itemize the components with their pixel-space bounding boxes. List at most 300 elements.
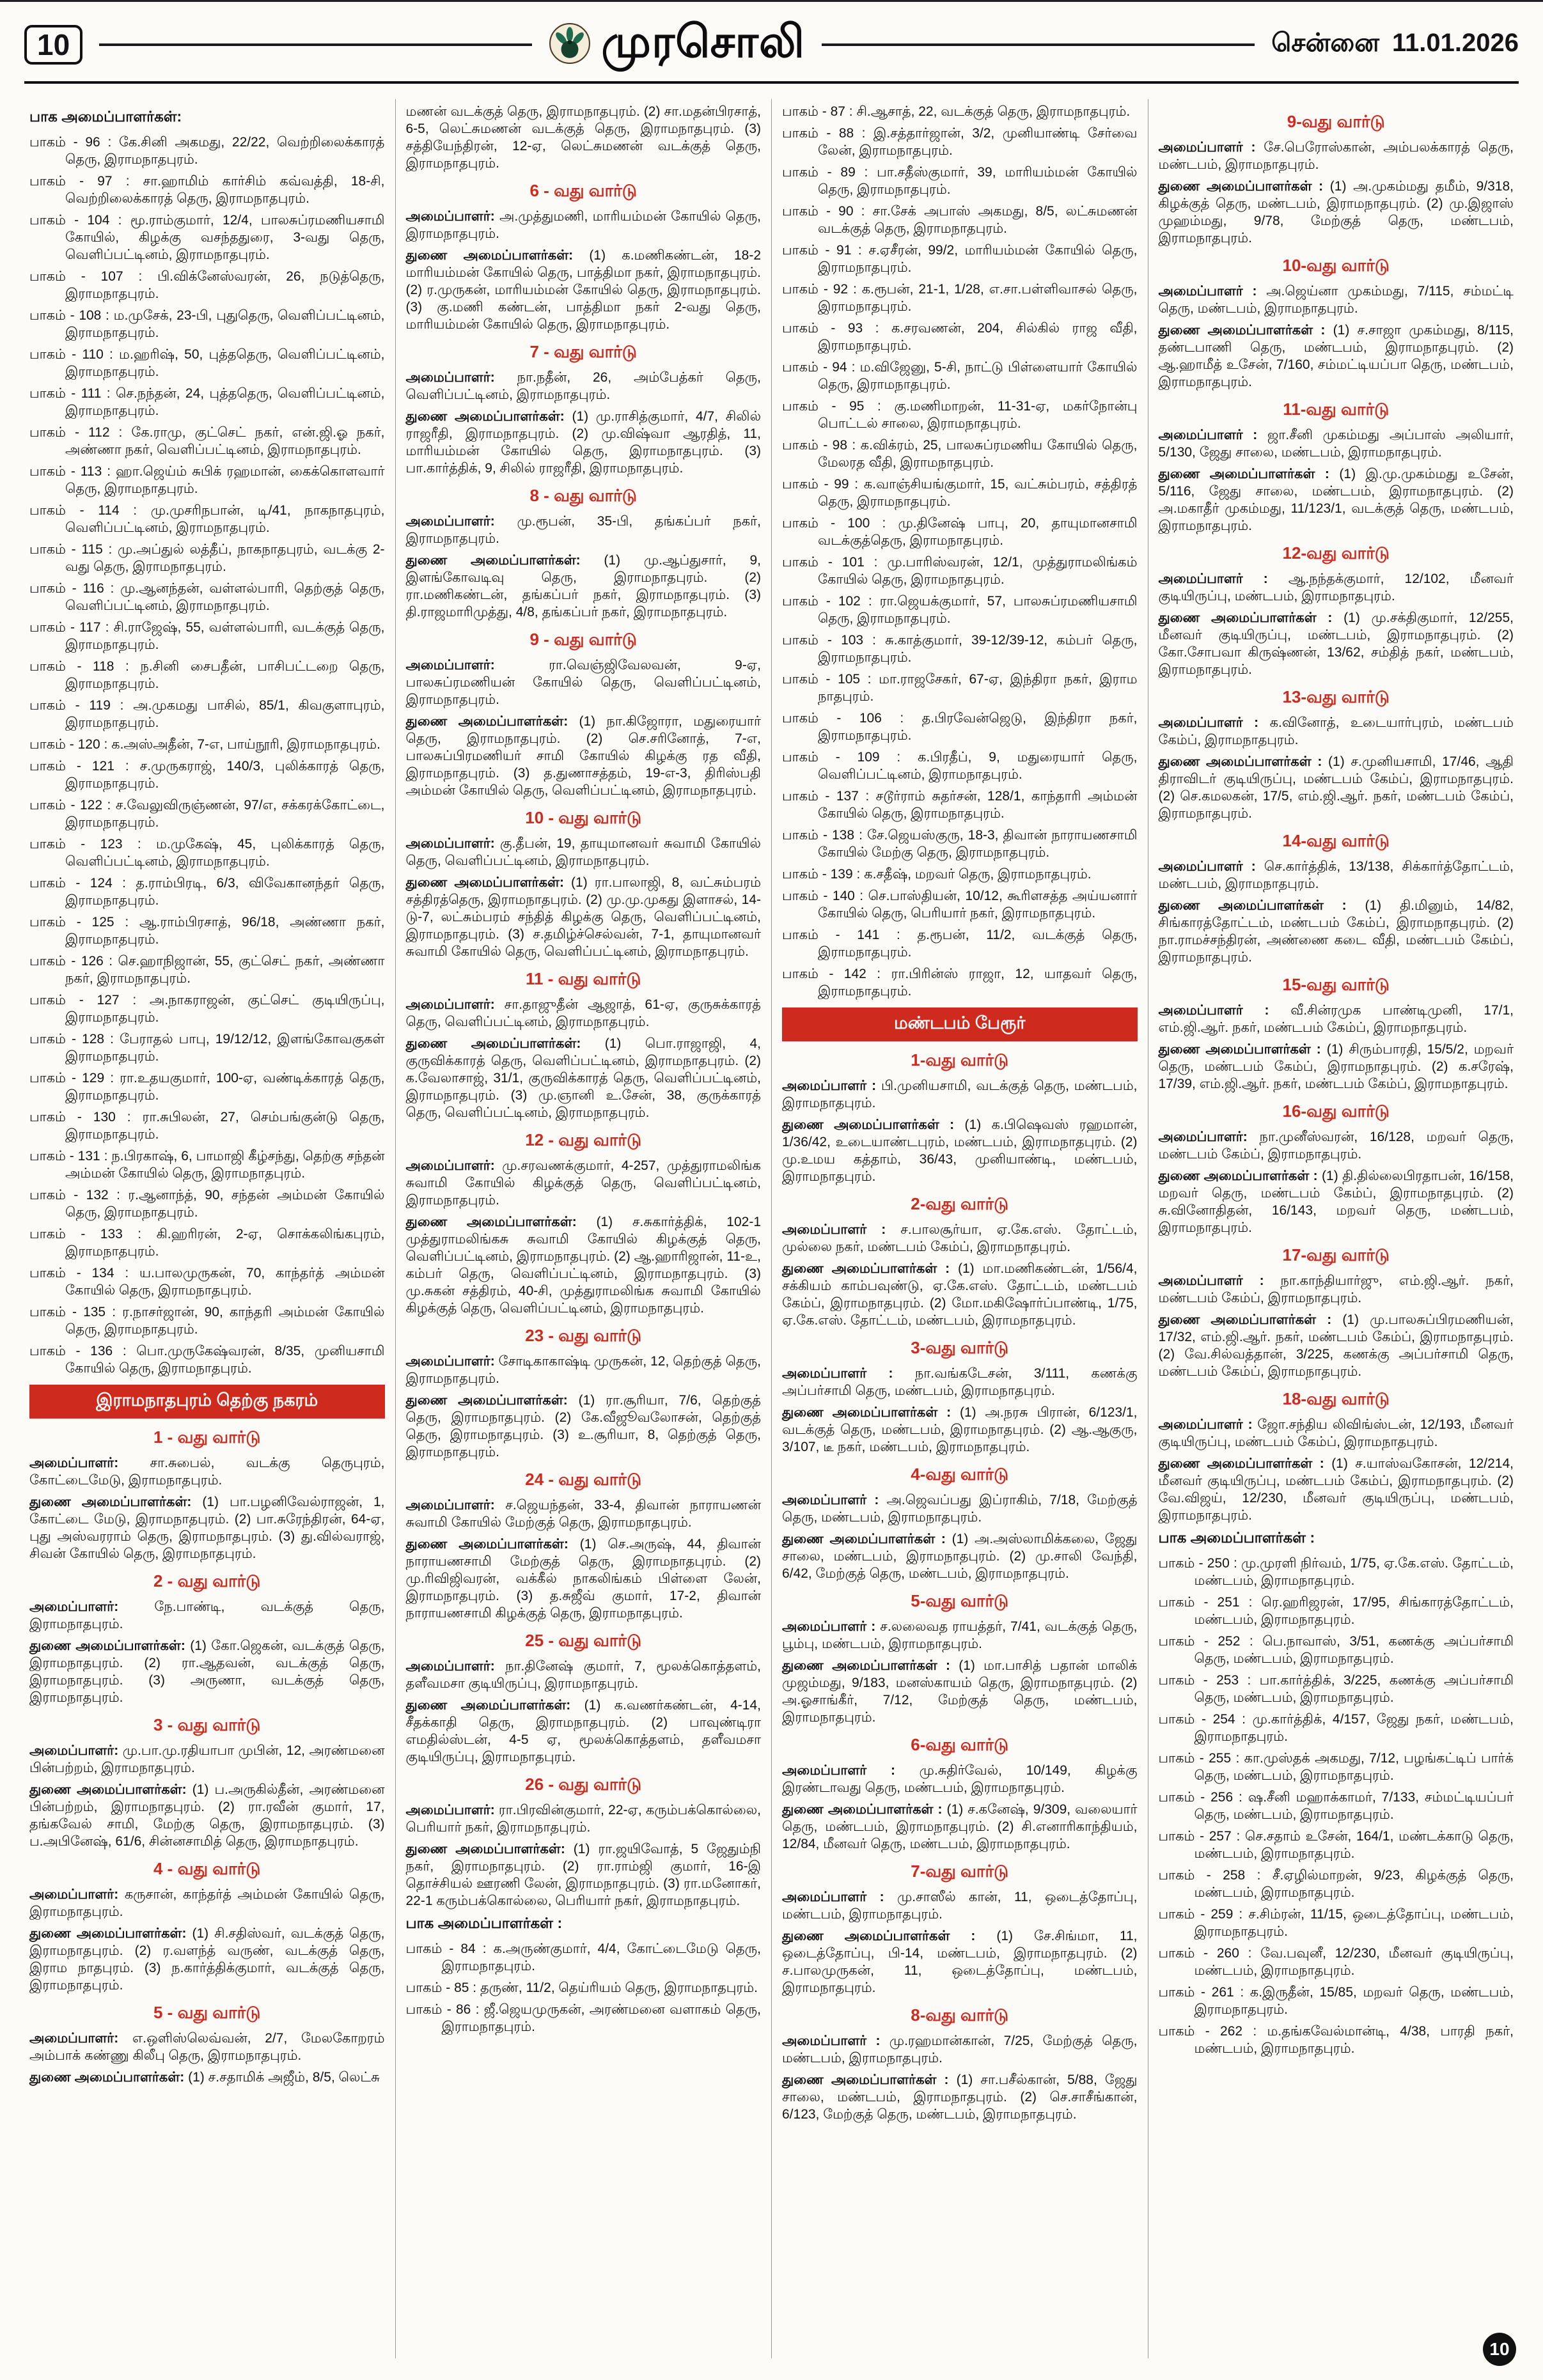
- part-entry-label: பாகம் - 103 :: [782, 633, 886, 648]
- part-entry: பாகம் - 140 : செ.பாஸ்தியன், 10/12, கூரிளசத்த அய்யனார் கோயில் தெரு, பெரியார் நகர், இராமநாதபுரம்.: [782, 889, 1138, 921]
- part-entry: பாகம் - 112 : கே.ராமு, குட்செட் நகர், என்.ஜி.ஓ நகர், அண்ணா நகர், வெளிப்பட்டினம், இராமநாதபுரம்.: [29, 425, 385, 457]
- header-rule-left: [99, 43, 532, 46]
- paragraph-lead: அமைப்பாளர்:: [405, 836, 501, 851]
- part-entry-label: பாகம் - 116 :: [29, 581, 121, 596]
- part-entry-label: பாகம் - 101 :: [782, 555, 888, 570]
- ward-heading: 23 - வது வார்டு: [525, 1326, 642, 1345]
- part-entry-label: பாகம் - 98 :: [782, 438, 861, 453]
- part-entry-label: பாகம் - 123 :: [29, 837, 156, 852]
- paragraph-lead: அமைப்பாளர்:: [405, 1659, 506, 1674]
- part-entry: பாகம் - 96 : கே.சினி அகமது, 22/22, வெற்றிலைக்காரத் தெரு, இராமநாதபுரம்.: [29, 135, 385, 167]
- part-entry: பாகம் - 139 : க.சதீஷ், மறவர் தெரு, இராமநாதபுரம்.: [782, 867, 1092, 882]
- organizer-paragraph: துணை அமைப்பாளர்கள்: (1) கோ.ஜெகன், வடக்குத் தெரு, இராமநாதபுரம். (2) ரா.ஆதவன், வடக்குத் தெரு, இராமநாதபுரம். (3) அருணா, வடக்குத் தெரு, இராமநாதபுரம்.: [29, 1638, 385, 1705]
- part-entry: பாகம் - 104 : மூ.ராம்குமார், 12/4, பாலசுப்ரமணியசாமி கோயில், கிழக்கு வசந்ததுரை, 3-வது தெரு, வெளிப்பட்டினம், இராமநாதபுரம்.: [29, 213, 385, 262]
- organizer-paragraph: துணை அமைப்பாளர்கள்: (1) ரா.சூரியா, 7/6, தெற்குத் தெரு, இராமநாதபுரம். (2) கே.வீஜூவலோசன், தெற்குத் தெரு, இராமநாதபுரம். (3) உ.சூரியா, 8, தெற்குத் தெரு, இராமநாதபுரம்.: [405, 1393, 761, 1459]
- part-entry: பாகம் - 126 : செ.ஹாநிஜான், 55, குட்செட் நகர், அண்ணா நகர், இராமநாதபுரம்.: [29, 954, 385, 986]
- part-entry-label: பாகம் - 113 :: [29, 464, 116, 479]
- paragraph-lead: துணை அமைப்பாளர்கள் :: [782, 1658, 959, 1673]
- paragraph-lead: அமைப்பாளர்:: [29, 1599, 155, 1614]
- organizer-paragraph: அமைப்பாளர் : பி.முனியசாமி, வடக்குத் தெரு, மண்டபம், இராமநாதபுரம்.: [782, 1078, 1138, 1110]
- part-entry-label: பாகம் - 127 :: [29, 993, 150, 1007]
- part-entry: பாகம் - 132 : ர.ஆனாந்த், 90, சந்தன் அம்மன் கோயில் தெரு, இராமநாதபுரம்.: [29, 1188, 385, 1220]
- paragraph-lead: அமைப்பாளர்:: [29, 1456, 150, 1470]
- paragraph-lead: அமைப்பாளர்:: [405, 1354, 499, 1369]
- organizer-paragraph: அமைப்பாளர்: நா.தினேஷ் குமார், 7, மூலக்கொத்தளம், தளீவமசா குடியிருப்பு, இராமநாதபுரம்.: [405, 1659, 761, 1691]
- ward-heading: 6-வது வார்டு: [911, 1735, 1009, 1754]
- organizer-paragraph: அமைப்பாளர் : அ.ஜெவப்பது இப்ராகிம், 7/18, மேற்குத் தெரு, மண்டபம், இராமநாதபுரம்.: [782, 1493, 1138, 1525]
- part-entry: பாகம் - 113 : ஹா.ஜெய்ம் சுபிக் ரஹமான், கைக்கொளவார் தெரு, இராமநாதபுரம்.: [29, 464, 385, 496]
- part-entry: பாகம் - 125 : ஆ.ராம்பிரசாத், 96/18, அண்ணா நகர், இராமநாதபுரம்.: [29, 915, 385, 947]
- part-entry-label: பாகம் - 256 :: [1158, 1790, 1248, 1805]
- part-entry-label: பாகம் - 122 :: [29, 798, 116, 813]
- organizer-paragraph: அமைப்பாளர்: ரா.வெஞ்ஜிவேலவன், 9-ஏ, பாலசுப்ரமணியன் கோயில் தெரு, வெளிப்பட்டினம், இராமநாதபுரம்.: [405, 658, 761, 707]
- footer-page-number: 10: [1483, 2333, 1516, 2366]
- paragraph-lead: துணை அமைப்பாளர்கள் :: [1158, 1042, 1327, 1057]
- part-entry-label: பாகம் - 250 :: [1158, 1556, 1241, 1571]
- part-entry-label: பாகம் - 95 :: [782, 399, 895, 414]
- organizer-paragraph: துணை அமைப்பாளர்கள்: (1) ச.சுகார்த்திக், 102-1 முத்துராமலிங்கசு சுவாமி கோயில் கிழக்குத் தெரு, வெளிப்பட்டினம், இராமநாதபுரம். (2) ஆ.ஹாரிஜான், 11-உ, கம்பர் தெரு, வெளிப்பட்டினம், இராமநாதபுரம். (3) மு.சுகன் சத்திரம், 40-சி, முத்துராமலிங்க சுவாமி கோயில் கிழக்குத் தெரு, வெளிப்பட்டினம், இராமநாதபுரம்.: [405, 1215, 761, 1316]
- organizer-paragraph: அமைப்பாளர்: கு.தீபன், 19, தாயுமானவர் சுவாமி கோயில் தெரு, வெளிப்பட்டினம், இராமநாதபுரம்.: [405, 836, 761, 868]
- ward-heading: 25 - வது வார்டு: [525, 1631, 642, 1650]
- organizer-paragraph: துணை அமைப்பாளர்கள்: (1) ப.அருகில்தீன், அரண்மனை பின்பற்றம், இராமநாதபுரம். (2) ரா.ரவீன் குமார், 17, தங்கவேல் சாமி, மேற்கு தெரு, இராமநாதபுரம். (3) ப.அபினேஷ், 61/6, சின்னசாமித் தெரு, இராமநாதபுரம்.: [29, 1782, 385, 1849]
- part-entry-label: பாகம் - 141 :: [782, 928, 918, 942]
- page-number: 10: [24, 25, 82, 65]
- part-entry: பாகம் - 115 : மு.அப்துல் லத்தீப், நாகநாதபுரம், வடக்கு 2-வது தெரு, இராமநாதபுரம்.: [29, 542, 385, 574]
- organizer-paragraph: துணை அமைப்பாளர்கள் : (1) தி.மினும், 14/82, சிங்காரத்தோட்டம், மண்டபம் கேம்ப், இராமநாதபுரம். (2) நா.ராமச்சந்திரன், அண்ணை கடை வீதி, மண்டபம் கேம்ப், இராமநாதபுரம்.: [1158, 898, 1514, 965]
- part-entry-label: பாகம் - 139 :: [782, 867, 865, 882]
- masthead-title: முரசொலி: [601, 17, 806, 66]
- ward-heading: 8-வது வார்டு: [911, 2005, 1009, 2025]
- page-header: [0, 2, 1543, 79]
- part-entry: பாகம் - 257 : செ.சதாம் உசேன், 164/1, மண்டக்காடு தெரு, மண்டபம், இராமநாதபுரம்.: [1158, 1829, 1514, 1861]
- part-entry: பாகம் - 122 : ச.வேலுவிருஞ்ணன், 97/எ, சக்கரக்கோட்டை, இராமநாதபுரம்.: [29, 798, 385, 830]
- part-entry: பாகம் - 254 : மு.கார்த்திக், 4/157, ஜேது நகர், மண்டபம், இராமநாதபுரம்.: [1158, 1712, 1514, 1744]
- ward-heading: 8 - வது வார்டு: [529, 486, 637, 505]
- organizer-paragraph: துணை அமைப்பாளர்கள் : (1) மு.பாலசுப்பிரமணியன், 17/32, எம்.ஜி.ஆர். நகர், மண்டபம் கேம்ப், இராமநாதபுரம். (2) வே.சில்வத்தான், 3/225, கணக்கு அப்பர்சாமி தெரு, மண்டபம் கேம்ப், இராமநாதபுரம்.: [1158, 1312, 1514, 1379]
- organizer-paragraph: அமைப்பாளர்: மு.ரூபன், 35-பி, தங்கப்பர் நகர், இராமநாதபுரம்.: [405, 514, 761, 546]
- part-entry: பாகம் - 98 : க.விக்ரம், 25, பாலசுப்ரமணிய கோயில் தெரு, மேலரத வீதி, இராமநாதபுரம்.: [782, 438, 1138, 470]
- part-entry: பாகம் - 119 : அ.முகமது பாசில், 85/1, கிவகுளாபுரம், இராமநாதபுரம்.: [29, 698, 385, 730]
- paragraph-lead: துணை அமைப்பாளர்கள் :: [1158, 1169, 1322, 1183]
- part-entry: பாகம் - 99 : க.வாஞ்சியங்குமார், 15, வட்சும்பரம், சத்திரத் தெரு, இராமநாதபுரம்.: [782, 477, 1138, 509]
- paragraph-lead: துணை அமைப்பாளர்கள்:: [405, 1698, 584, 1713]
- section-banner: இராமநாதபுரம் தெற்கு நகரம்: [29, 1385, 385, 1419]
- organizer-paragraph: துணை அமைப்பாளர்கள் : (1) மா.மணிகண்டன், 1/56/4, சக்கியம் காம்பவுண்டு, ஏ.கே.எஸ். தோட்டம், மண்டபம் கேம்ப், இராமநாதபுரம். (2) மோ.மகிஷோர்ப்பாண்டி, 1/75, ஏ.கே.எஸ். தோட்டம், மண்டபம், இராமநாதபுரம்.: [782, 1261, 1138, 1328]
- organizer-paragraph: அமைப்பாளர்: எ.ஒளிஸ்லெவ்வன், 2/7, மேலகோறரம் அம்பாக் கண்ணு கிலீபு தெரு, இராமநாதபுரம்.: [29, 2031, 385, 2063]
- organizer-paragraph: துணை அமைப்பாளர்கள்: (1) செ.அருஷ், 44, திவான் நாராயணசாமி மேற்குத் தெரு, இராமநாதபுரம். (2) மு.ரிவிஜிவரன், வக்கீல் நாகலிங்கம் பிள்ளை லேன், இராமநாதபுரம். (3) த.சுஜீவ் குமார், 17-2, திவான் நாராயணசாமி கிழக்குத் தெரு, இராமநாதபுரம்.: [405, 1537, 761, 1621]
- section-heading: பாக அமைப்பாளர்கள் :: [1158, 1529, 1315, 1546]
- part-entry-label: பாகம் - 107 :: [29, 269, 158, 284]
- part-entry-label: பாகம் - 252 :: [1158, 1634, 1263, 1649]
- part-entry-label: பாகம் - 118 :: [29, 659, 141, 674]
- organizer-paragraph: துணை அமைப்பாளர்கள் : (1) ச.முனியசாமி, 17/46, ஆதி திராவிடர் குடியிருப்பு, மண்டபம் கேம்ப், இராமநாதபுரம். (2) செ.கமலகன், 17/5, எம்.ஜி.ஆர். நகர், மண்டபம் கேம்ப், இராமநாதபுரம்.: [1158, 754, 1514, 821]
- part-entry-label: பாகம் - 105 :: [782, 672, 879, 687]
- paragraph-lead: அமைப்பாளர் :: [782, 1890, 897, 1904]
- section-heading: பாக அமைப்பாளர்கள்:: [29, 108, 182, 125]
- paragraph-lead: துணை அமைப்பாளர்கள்:: [405, 248, 590, 263]
- paragraph-lead: துணை அமைப்பாளர்கள்:: [405, 1036, 605, 1051]
- part-entry: பாகம் - 109 : க.பிரதீப், 9, மதுரையார் தெரு, வெளிப்பட்டினம், இராமநாதபுரம்.: [782, 750, 1138, 782]
- part-entry: பாகம் - 253 : பா.கார்த்திக், 3/225, கணக்கு அப்பர்சாமி தெரு, மண்டபம், இராமநாதபுரம்.: [1158, 1673, 1514, 1705]
- ward-heading: 14-வது வார்டு: [1282, 831, 1390, 850]
- organizer-paragraph: அமைப்பாளர் : சே.பெரோஸ்கான், அம்பலக்காரத் தெரு, மண்டபம், இராமநாதபுரம்.: [1158, 140, 1514, 172]
- part-entry: பாகம் - 90 : சா.சேக் அபாஸ் அகமது, 8/5, லட்சுமணன் வடக்குத் தெரு, இராமநாதபுரம்.: [782, 204, 1138, 236]
- organizer-paragraph: அமைப்பாளர்: கருசான், காந்தர்த் அம்மன் கோயில் தெரு, இராமநாதபுரம்.: [29, 1887, 385, 1919]
- organizer-paragraph: துணை அமைப்பாளர்கள்: (1) மு.ஆப்துசார், 9, இளங்கோவடிவு தெரு, இராமநாதபுரம். (2) ரா.மணிகண்டன், தங்கப்பர் நகர், இராமநாதபுரம். (3) தி.ராஜமாரிமுத்து, 4/8, தங்கப்பர் நகர், இராமநாதபுரம்.: [405, 553, 761, 619]
- column-1: [19, 99, 395, 2358]
- part-entry: பாகம் - 261 : க.இருதீன், 15/85, மறவர் தெரு, மண்டபம், இராமநாதபுரம்.: [1158, 1985, 1514, 2017]
- organizer-paragraph: துணை அமைப்பாளர்கள் : (1) இ.மு.முகம்மது உசேன், 5/116, ஜேது சாலை, மண்டபம், இராமநாதபுரம். (2) அ.மகாதீர் முகம்மது, 11/123/1, வடக்குத் தெரு, மண்டபம், இராமநாதபுரம்.: [1158, 467, 1514, 533]
- organizer-paragraph: அமைப்பாளர்: அ.முத்துமணி, மாரியம்மன் கோயில் தெரு, இராமநாதபுரம்.: [405, 209, 761, 241]
- paragraph-lead: அமைப்பாளர் :: [1158, 1417, 1258, 1432]
- paragraph-lead: அமைப்பாளர்:: [405, 370, 517, 385]
- part-entry-label: பாகம் - 102 :: [782, 594, 880, 609]
- part-entry-label: பாகம் - 100 :: [782, 516, 898, 531]
- ward-heading: 10-வது வார்டு: [1282, 256, 1390, 275]
- part-entry: பாகம் - 88 : இ.சத்தார்ஜான், 3/2, முனியாண்டி சேர்வை லேன், இராமநாதபுரம்.: [782, 126, 1138, 158]
- part-entry: பாகம் - 91 : ச.ஏசீரன், 99/2, மாரியம்மன் கோயில் தெரு, இராமநாதபுரம்.: [782, 243, 1138, 275]
- part-entry-label: பாகம் - 125 :: [29, 915, 139, 929]
- part-entry: பாகம் - 128 : பேராதல் பாபு, 19/12/12, இளங்கோவகுகள் இராமநாதபுரம்.: [29, 1032, 385, 1064]
- paragraph-lead: துணை அமைப்பாளர்கள் :: [782, 1405, 960, 1420]
- part-entry: பாகம் - 123 : ம.முகேஷ், 45, புலிக்காரத் தெரு, வெளிப்பட்டினம், இராமநாதபுரம்.: [29, 837, 385, 869]
- ward-heading: 3 - வது வார்டு: [153, 1715, 261, 1734]
- paragraph-lead: துணை அமைப்பாளர்கள் :: [1158, 611, 1344, 625]
- paragraph-lead: துணை அமைப்பாளர்கள்:: [405, 1215, 597, 1229]
- part-entry-label: பாகம் - 121 :: [29, 759, 140, 774]
- part-entry: பாகம் - 106 : த.பிரவேன்ஜெடு, இந்திரா நகர், இராமநாதபுரம்.: [782, 711, 1138, 743]
- organizer-paragraph: அமைப்பாளர் : வீ.சின்ரமுக பாண்டிமுனி, 17/1, எம்.ஜி.ஆர். நகர், மண்டபம் கேம்ப், இராமநாதபுரம்.: [1158, 1003, 1514, 1035]
- continuation-paragraph: மணன் வடக்குத் தெரு, இராமநாதபுரம். (2) சா.மதன்பிரசாத், 6-5, லெட்சுமணன் வடக்குத் தெரு, இராமநாதபுரம். (3) சத்தியேந்திரன், 12-ஏ, லெட்சுமணன் வடக்குத் தெரு, இராமநாதபுரம்.: [405, 104, 761, 171]
- part-entry-label: பாகம் - 254 :: [1158, 1712, 1253, 1727]
- part-entry: பாகம் - 87 : சி.ஆசாத், 22, வடக்குத் தெரு, இராமநாதபுரம்.: [782, 104, 1131, 119]
- part-entry-label: பாகம் - 109 :: [782, 750, 918, 765]
- ward-heading: 9 - வது வார்டு: [529, 630, 637, 649]
- part-entry-label: பாகம் - 126 :: [29, 954, 118, 968]
- organizer-paragraph: அமைப்பாளர்: சா.தாஜுதீன் ஆஜாத், 61-ஏ, குருசுக்காரத் தெரு, வெளிப்பட்டினம், இராமநாதபுரம்.: [405, 997, 761, 1029]
- part-entry: பாகம் - 111 : செ.நந்தன், 24, புத்ததெரு, வெளிப்பட்டினம், இராமநாதபுரம்.: [29, 386, 385, 418]
- part-entry-label: பாகம் - 138 :: [782, 828, 867, 843]
- part-entry: பாகம் - 135 : ர.நாசர்ஜான், 90, காந்தரி அம்மன் கோயில் தெரு, இராமநாதபுரம்.: [29, 1305, 385, 1337]
- part-entry-label: பாகம் - 260 :: [1158, 1946, 1261, 1961]
- section-heading: பாக அமைப்பாளர்கள் :: [405, 1915, 563, 1931]
- organizer-paragraph: துணை அமைப்பாளர்கள்: (1) பா.பழனிவேல்ராஜன், 1, கோட்டை மேடு, இராமநாதபுரம். (2) பா.சுரேந்திரன், 64-ஏ, புது அஸ்வரராம் தெரு, இராமநாதபுரம். (3) து.வில்வராஜ், சிவன் கோயில் தெரு, இராமநாதபுரம்.: [29, 1495, 385, 1561]
- edition-date: [1271, 29, 1519, 61]
- section-banner: மண்டபம் பேரூர்: [782, 1007, 1138, 1041]
- paragraph-lead: அமைப்பாளர் :: [1158, 715, 1270, 730]
- part-entry-label: பாகம் - 106 :: [782, 711, 922, 726]
- paragraph-lead: துணை அமைப்பாளர்கள் :: [1158, 323, 1333, 338]
- paragraph-lead: அமைப்பாளர் :: [1158, 1003, 1291, 1018]
- organizer-paragraph: அமைப்பாளர்: சோடிகாகாஷ்டி முருகன், 12, தெற்குத் தெரு, இராமநாதபுரம்.: [405, 1354, 761, 1386]
- part-entry: பாகம் - 134 : ய.பாலமுருகன், 70, காந்தர்த் அம்மன் கோயில் தெரு, இராமநாதபுரம்.: [29, 1266, 385, 1298]
- part-entry-label: பாகம் - 136 :: [29, 1344, 137, 1358]
- organizer-paragraph: அமைப்பாளர் : ச.லலைவத ராயத்தர், 7/41, வடக்குத் தெரு, பூம்பு, மண்டபம், இராமநாதபுரம்.: [782, 1619, 1138, 1651]
- part-entry: பாகம் - 255 : கா.முஸ்தக் அகமது, 7/12, பழங்கட்டிப் பார்க் தெரு, மண்டபம், இராமநாதபுரம்.: [1158, 1751, 1514, 1783]
- organizer-paragraph: அமைப்பாளர்: சா.சுபைல், வடக்கு தெருபுரம், கோட்டைமேடு, இராமநாதபுரம்.: [29, 1456, 385, 1488]
- paragraph-lead: துணை அமைப்பாளர்கள் :: [782, 1261, 958, 1276]
- part-entry: பாகம் - 127 : அ.நாகராஜன், குட்செட் குடியிருப்பு, இராமநாதபுரம்.: [29, 993, 385, 1025]
- organizer-paragraph: துணை அமைப்பாளர்கள்: (1) மு.ராசித்குமார், 4/7, சிலில் ராஜரீதி, இராமநாதபுரம். (2) மு.விஷ்வா ஆரதித், 11, மாரியம்மன் கோயில் தெரு, இராமநாதபுரம். (3) பா.கார்த்திக், 9, சிலில் ராஜரீதி, இராமநாதபுரம்.: [405, 409, 761, 476]
- organizer-paragraph: துணை அமைப்பாளர்கள் : (1) மா.பாசித் பதான் மாலிக் முஜம்மது, 9/183, மனஸ்காயம் தெரு, இராமநாதபுரம். (2) அ.ஓசாங்கீர், 7/12, மேற்குத் தெரு, மண்டபம், இராமநாதபுரம்.: [782, 1658, 1138, 1725]
- part-entry-label: பாகம் - 104 :: [29, 213, 130, 228]
- ward-heading: 2 - வது வார்டு: [153, 1571, 261, 1591]
- organizer-paragraph: அமைப்பாளர் : மு.ரஹமான்கான், 7/25, மேற்குத் தெரு, மண்டபம், இராமநாதபுரம்.: [782, 2034, 1138, 2065]
- organizer-paragraph: அமைப்பாளர்: நே.பாண்டி, வடக்குத் தெரு, இராமநாதபுரம்.: [29, 1599, 385, 1631]
- part-entry-label: பாகம் - 129 :: [29, 1071, 120, 1085]
- part-entry: பாகம் - 250 : மு.முரளி நிர்வம், 1/75, ஏ.கே.எஸ். தோட்டம், மண்டபம், இராமநாதபுரம்.: [1158, 1556, 1514, 1588]
- part-entry-label: பாகம் - 99 :: [782, 477, 864, 492]
- organizer-paragraph: அமைப்பாளர் : மு.சுதிர்வேல், 10/149, கிழக்கு இரண்டாவது தெரு, மண்டபம், இராமநாதபுரம்.: [782, 1763, 1138, 1795]
- ward-heading: 17-வது வார்டு: [1282, 1245, 1390, 1264]
- part-entry-label: பாகம் - 258 :: [1158, 1868, 1273, 1883]
- organizer-paragraph: அமைப்பாளர்: மு.சரவணக்குமார், 4-257, முத்துராமலிங்க சுவாமி கோயில் கிழக்குத் தெரு, வெளிப்பட்டினம், இராமநாதபுரம்.: [405, 1158, 761, 1208]
- part-entry-label: பாகம் - 257 :: [1158, 1829, 1245, 1844]
- part-entry-label: பாகம் - 140 :: [782, 889, 868, 903]
- part-entry-label: பாகம் - 262 :: [1158, 2024, 1267, 2039]
- organizer-paragraph: அமைப்பாளர் : க.வினோத், உடையார்புரம், மண்டபம் கேம்ப், இராமநாதபுரம்.: [1158, 715, 1514, 747]
- column-4: [1148, 99, 1524, 2358]
- paragraph-lead: துணை அமைப்பாளர்கள் :: [1158, 1456, 1332, 1471]
- ward-heading: 15-வது வார்டு: [1282, 975, 1390, 994]
- ward-heading: 7 - வது வார்டு: [529, 342, 637, 361]
- part-entry-label: பாகம் - 97 :: [29, 174, 143, 189]
- organizer-paragraph: துணை அமைப்பாளர்கள் : (1) அ.அஸ்லாமிக்கலை, ஜேது சாலை, மண்டபம், இராமநாதபுரம். (2) மு.சாலி வேந்தி, 6/42, மேற்குத் தெரு, மண்டபம், இராமநாதபுரம்.: [782, 1532, 1138, 1581]
- organizer-paragraph: துணை அமைப்பாளர்கள் : (1) அ.முகம்மது தமீம், 9/318, கிழக்குத் தெரு, மண்டபம், இராமநாதபுரம். (2) மு.இஜாஸ் முஹம்மது, 9/78, மேற்குத் தெரு, மண்டபம், இராமநாதபுரம்.: [1158, 179, 1514, 245]
- part-entry: பாகம் - 251 : ரெ.ஹரிஜரன், 17/95, சிங்காரத்தோட்டம், மண்டபம், இராமநாதபுரம்.: [1158, 1595, 1514, 1627]
- paragraph-lead: அமைப்பாளர் :: [1158, 859, 1264, 874]
- part-entry: பாகம் - 129 : ரா.உதயகுமார், 100-ஏ, வண்டிக்காரத் தெரு, இராமநாதபுரம்.: [29, 1071, 385, 1103]
- part-entry: பாகம் - 102 : ரா.ஜெயக்குமார், 57, பாலசுப்ரமணியசாமி தெரு, இராமநாதபுரம்.: [782, 594, 1138, 626]
- part-entry: பாகம் - 130 : ரா.சுபிலன், 27, செம்பங்குன்டு தெரு, இராமநாதபுரம்.: [29, 1110, 385, 1142]
- part-entry-label: பாகம் - 114 :: [29, 503, 151, 518]
- organizer-paragraph: அமைப்பாளர்: நா.முனீஸ்வரன், 16/128, மறவர் தெரு, மண்டபம் கேம்ப், இராமநாதபுரம்.: [1158, 1130, 1514, 1162]
- part-entry: பாகம் - 116 : மு.ஆனந்தன், வள்ளல்பாரி, தெற்குத் தெரு, வெளிப்பட்டினம், இராமநாதபுரம்.: [29, 581, 385, 613]
- organizer-paragraph: அமைப்பாளர்: மு.பா.மு.ரதியாபா முபின், 12, அரண்மனை பின்பற்றம், இராமநாதபுரம்.: [29, 1743, 385, 1775]
- part-entry: பாகம் - 256 : ஷ.சீனி மஹாக்காமர், 7/133, சம்மட்டியப்பர் தெரு, மண்டபம், இராமநாதபுரம்.: [1158, 1790, 1514, 1822]
- part-entry-label: பாகம் - 137 :: [782, 789, 876, 804]
- part-entry: பாகம் - 92 : க.ரூபன், 21-1, 1/28, எ.சா.பள்ளிவாசல் தெரு, இராமநாதபுரம்.: [782, 282, 1138, 314]
- part-entry: பாகம் - 94 : ம.விஜேனு, 5-சி, நாட்டு பிள்ளையார் கோயில் தெரு, இராமநாதபுரம்.: [782, 360, 1138, 392]
- ward-heading: 10 - வது வார்டு: [525, 808, 642, 827]
- ward-heading: 2-வது வார்டு: [911, 1194, 1009, 1213]
- organizer-paragraph: துணை அமைப்பாளர்கள் : (1) க.பிஷெவஸ் ரஹமான், 1/36/42, உடையாண்டபுரம், மண்டபம், இராமநாதபுரம். (2) மு.உமய கத்தாம், 36/43, முனியாண்டி, மண்டபம், இராமநாதபுரம்.: [782, 1117, 1138, 1184]
- part-entry: பாகம் - 97 : சா.ஹாமிம் கார்சிம் கவ்வத்தி, 18-சி, வெற்றிலைக்காரத் தெரு, இராமநாதபுரம்.: [29, 174, 385, 206]
- part-entry: பாகம் - 89 : பா.சதீஸ்குமார், 39, மாரியம்மன் கோயில் தெரு, இராமநாதபுரம்.: [782, 165, 1138, 197]
- paragraph-lead: அமைப்பாளர்:: [405, 209, 500, 224]
- part-entry-label: பாகம் - 93 :: [782, 321, 891, 336]
- part-entry-label: பாகம் - 96 :: [29, 135, 119, 150]
- part-entry: பாகம் - 259 : ச.சிம்ரன், 11/15, ஒடைத்தோப்பு, மண்டபம், இராமநாதபுரம்.: [1158, 1907, 1514, 1939]
- ward-heading: 12-வது வார்டு: [1282, 543, 1390, 563]
- part-entry-label: பாகம் - 87 :: [782, 104, 857, 119]
- ward-heading: 5 - வது வார்டு: [153, 2003, 261, 2022]
- peacock-icon: [549, 22, 591, 68]
- paragraph-lead: துணை அமைப்பாளர்கள்:: [29, 1638, 191, 1653]
- ward-heading: 18-வது வார்டு: [1282, 1389, 1390, 1408]
- column-2: [395, 99, 772, 2358]
- part-entry: பாகம் - 141 : த.ரூபன், 11/2, வடக்குத் தெரு, இராமநாதபுரம்.: [782, 928, 1138, 960]
- part-entry-label: பாகம் - 119 :: [29, 698, 134, 713]
- organizer-paragraph: துணை அமைப்பாளர்கள்: (1) ரா.ஜயிவோத், 5 ஜேதும்நி நகர், இராமநாதபுரம். (2) ரா.ராம்ஜி குமார், 16-இ தொச்சியல் ஊரணி லேன், இராமநாதபுரம். (3) ரா.மனோகர், 22-1 கரும்பக்கொல்லை, பெரியார் நகர், இராமநாதபுரம்.: [405, 1842, 761, 1908]
- part-entry-label: பாகம் - 128 :: [29, 1032, 120, 1046]
- part-entry: பாகம் - 86 : ஜீ.ஜெயமுருகன், அரண்மனை வளாகம் தெரு, இராமநாதபுரம்.: [405, 2002, 761, 2034]
- publication-date: 11.01.2026: [1392, 29, 1519, 57]
- ward-heading: 11-வது வார்டு: [1283, 400, 1390, 419]
- organizer-paragraph: அமைப்பாளர்: நா.நதீன், 26, அம்பேத்கர் தெரு, வெளிப்பட்டினம், இராமநாதபுரம்.: [405, 370, 761, 402]
- part-entry: பாகம் - 262 : ம.தங்கவேல்மான்டி, 4/38, பாரதி நகர், மண்டபம், இராமநாதபுரம்.: [1158, 2024, 1514, 2056]
- paragraph-lead: துணை அமைப்பாளர்கள்:: [405, 553, 604, 568]
- part-entry: பாகம் - 131 : ந.பிரகாஷ், 6, பாமாஜி கீழ்சந்து, தெற்கு சந்தன் அம்மன் கோயில் தெரு, இராமநாதபுரம்.: [29, 1149, 385, 1181]
- paragraph-lead: துணை அமைப்பாளர்கள்:: [29, 1782, 192, 1797]
- paragraph-lead: துணை அமைப்பாளர்கள் :: [782, 1532, 952, 1546]
- paragraph-lead: அமைப்பாளர்:: [405, 1498, 506, 1513]
- part-entry: பாகம் - 142 : ரா.பிரின்ஸ் ராஜா, 12, யாதவர் தெரு, இராமநாதபுரம்.: [782, 967, 1138, 999]
- columns: [19, 99, 1524, 2358]
- paragraph-lead: துணை அமைப்பாளர்கள் :: [782, 1929, 997, 1943]
- paragraph-lead: துணை அமைப்பாளர்கள்:: [29, 1495, 203, 1509]
- paragraph-lead: அமைப்பாளர்:: [29, 1887, 125, 1902]
- part-entry: பாகம் - 108 : ம.முசேக், 23-பி, புதுதெரு, வெளிப்பட்டினம், இராமநாதபுரம்.: [29, 308, 385, 340]
- part-entry: பாகம் - 84 : க.அருண்குமார், 4/4, கோட்டைமேடு தெரு, இராமநாதபுரம்.: [405, 1941, 761, 1973]
- organizer-paragraph: அமைப்பாளர் : ஜோ.சந்திய லிவிங்ஸ்டன், 12/193, மீனவர் குடியிருப்பு, மண்டபம் கேம்ப், இராமநாதபுரம்.: [1158, 1417, 1514, 1449]
- paragraph-lead: அமைப்பாளர்:: [405, 997, 505, 1012]
- organizer-paragraph: துணை அமைப்பாளர்கள்: (1) க.வணர்கண்டன், 4-14, சீதக்காதி தெரு, இராமநாதபுரம். (2) பாவுண்டிரா எமதில்ஸ்டன், 4-5 ஏ, மூலக்கொத்தளம், தளீவமசா குடியிருப்பு, இராமநாதபுரம்.: [405, 1698, 761, 1764]
- organizer-paragraph: துணை அமைப்பாளர்கள் : (1) அ.நரசு பிரான், 6/123/1, வடக்குத் தெரு, மண்டபம், இராமநாதபுரம். (2) ஆ.ஆகுரு, 3/107, டீ நகர், மண்டபம், இராமநாதபுரம்.: [782, 1405, 1138, 1454]
- organizer-paragraph: அமைப்பாளர்: ரா.பிரவின்குமார், 22-ஏ, கரும்பக்கொல்லை, பெரியார் நகர், இராமநாதபுரம்.: [405, 1803, 761, 1835]
- masthead: [549, 16, 805, 74]
- paragraph-lead: அமைப்பாளர் :: [782, 1619, 881, 1634]
- organizer-paragraph: அமைப்பாளர் : மு.சாஸீல் கான், 11, ஒடைத்தோப்பு, மண்டபம், இராமநாதபுரம்.: [782, 1890, 1138, 1922]
- ward-heading: 26 - வது வார்டு: [525, 1775, 642, 1794]
- part-entry: பாகம் - 93 : க.சரவணன், 204, சில்கில் ராஜ வீதி, இராமநாதபுரம்.: [782, 321, 1138, 353]
- paragraph-lead: துணை அமைப்பாளர்கள் :: [782, 1117, 965, 1132]
- organizer-paragraph: துணை அமைப்பாளர்கள் : (1) ச.யாஸ்வகோசன், 12/214, மீனவர் குடியிருப்பு, மண்டபம் கேம்ப், இராமநாதபுரம். (2) வே.விஜய், 12/230, மீனவர் குடியிருப்பு, மண்டபம், இராமநாதபுரம்.: [1158, 1456, 1514, 1523]
- part-entry-label: பாகம் - 135 :: [29, 1305, 123, 1319]
- paragraph-lead: துணை அமைப்பாளர்கள்:: [405, 714, 579, 729]
- part-entry: பாகம் - 117 : சி.ராஜேஷ், 55, வள்ளல்பாரி, வடக்குத் தெரு, இராமநாதபுரம்.: [29, 620, 385, 652]
- part-entry-label: பாகம் - 251 :: [1158, 1595, 1262, 1610]
- part-entry: பாகம் - 105 : மா.ராஜசேகர், 67-ஏ, இந்திரா நகர், இராம நாதபுரம்.: [782, 672, 1138, 704]
- organizer-paragraph: அமைப்பாளர் : நா.காந்தியார்ஜு, எம்.ஜி.ஆர். நகர், மண்டபம் கேம்ப், இராமநாதபுரம்.: [1158, 1273, 1514, 1305]
- organizer-paragraph: துணை அமைப்பாளர்கள்: (1) ரா.பாலாஜி, 8, வட்சும்பரம் சத்திரத்தெரு, இராமநாதபுரம். (2) மு.மு.முகது இளாசல், 14-டு-7, லட்சும்பரம் சந்தித் கிழக்கு தெரு, வெளிப்பட்டினம், இராமநாதபுரம். (3) ச.தமிழ்ச்செல்வன், 7-1, தாயுமானவர் சுவாமி கோயில் தெரு, வெளிப்பட்டினம், இராமநாதபுரம்.: [405, 875, 761, 959]
- organizer-paragraph: துணை அமைப்பாளர்கள் : (1) ச.கனேஷ், 9/309, வலையார் தெரு, மண்டபம், இராமநாதபுரம். (2) சி.எனாரிகாந்தியம், 12/84, மீனவர் தெரு, மண்டபம், இராமநாதபுரம்.: [782, 1802, 1138, 1851]
- ward-heading: 1 - வது வார்டு: [153, 1427, 261, 1447]
- part-entry: பாகம் - 120 : க.அஸ்அதீன், 7-எ, பாய்நூரி, இராமநாதபுரம்.: [29, 737, 380, 752]
- part-entry-label: பாகம் - 117 :: [29, 620, 114, 635]
- part-entry: பாகம் - 95 : கு.மணிமாறன், 11-31-ஏ, மகர்நோன்பு பொட்டல் சாலை, இராமநாதபுரம்.: [782, 399, 1138, 431]
- part-entry: பாகம் - 114 : மு.முசரிநபான், டி/41, நாகநாதபுரம், வெளிப்பட்டினம், இராமநாதபுரம்.: [29, 503, 385, 535]
- part-entry: பாகம் - 101 : மு.பாரிஸ்வரன், 12/1, முத்துராமலிங்கம் கோயில் தெரு, இராமநாதபுரம்.: [782, 555, 1138, 587]
- part-entry-label: பாகம் - 108 :: [29, 308, 114, 323]
- paragraph-lead: துணை அமைப்பாளர்கள்:: [29, 2070, 189, 2085]
- paragraph-lead: துணை அமைப்பாளர்கள் :: [1158, 467, 1340, 481]
- organizer-paragraph: துணை அமைப்பாளர்கள்: (1) பொ.ராஜாஜி, 4, குருவிக்காரத் தெரு, வெளிப்பட்டினம், இராமநாதபுரம். (2) க.வேலாசாஜ், 31/1, குருவிக்காரத் தெரு, வெளிப்பட்டினம், இராமநாதபுரம். (3) மு.ஞானி உ.சேன், 38, குருக்காரத் தெரு, வெளிப்பட்டினம், இராமநாதபுரம்.: [405, 1036, 761, 1120]
- paragraph-lead: துணை அமைப்பாளர்கள் :: [1158, 754, 1329, 769]
- ward-heading: 7-வது வார்டு: [911, 1862, 1009, 1881]
- part-entry-label: பாகம் - 134 :: [29, 1266, 139, 1280]
- column-3: [771, 99, 1148, 2358]
- paragraph-lead: அமைப்பாளர் :: [782, 1078, 881, 1093]
- part-entry-label: பாகம் - 131 :: [29, 1149, 112, 1163]
- paragraph-lead: துணை அமைப்பாளர்கள் :: [1158, 898, 1365, 913]
- paragraph-lead: அமைப்பாளர் :: [1158, 572, 1288, 586]
- organizer-paragraph: துணை அமைப்பாளர்கள் : (1) ச.சாஜா முகம்மது, 8/115, தண்டபாணி தெரு, மண்டபம், இராமநாதபுரம். (2) ஆ.ஹாமீத் உசேன், 7/160, சம்மட்டியப்பா தெரு, மண்டபம், இராமநாதபுரம்.: [1158, 323, 1514, 389]
- part-entry: பாகம் - 121 : ச.முருகராஜ், 140/3, புலிக்காரத் தெரு, இராமநாதபுரம்.: [29, 759, 385, 791]
- part-entry-label: பாகம் - 92 :: [782, 282, 862, 297]
- part-entry: பாகம் - 136 : பொ.முருகேஷ்வரன், 8/35, முனியசாமி கோயில் தெரு, இராமநாதபுரம்.: [29, 1344, 385, 1376]
- paragraph-lead: அமைப்பாளர் :: [782, 1222, 901, 1237]
- paragraph-lead: துணை அமைப்பாளர்கள்:: [405, 875, 572, 890]
- paragraph-lead: துணை அமைப்பாளர்கள் :: [782, 1802, 947, 1817]
- part-entry: பாகம் - 110 : ம.ஹரிஷ், 50, புத்ததெரு, வெளிப்பட்டினம், இராமநாதபுரம்.: [29, 347, 385, 379]
- part-entry-label: பாகம் - 120 :: [29, 737, 112, 752]
- ward-heading: 5-வது வார்டு: [911, 1591, 1009, 1610]
- part-entry-label: பாகம் - 111 :: [29, 386, 116, 401]
- part-entry: பாகம் - 252 : பெ.நாவாஸ், 3/51, கணக்கு அப்பர்சாமி தெரு, மண்டபம், இராமநாதபுரம்.: [1158, 1634, 1514, 1666]
- part-entry-label: பாகம் - 261 :: [1158, 1985, 1250, 2000]
- paragraph-lead: அமைப்பாளர்:: [29, 1743, 123, 1758]
- ward-heading: 4 - வது வார்டு: [153, 1859, 261, 1878]
- organizer-paragraph: அமைப்பாளர்: ச.ஜெயந்தன், 33-4, திவான் நாராயணன் சுவாமி கோயில் மேற்குத் தெரு, இராமநாதபுரம்.: [405, 1498, 762, 1530]
- paragraph-lead: அமைப்பாளர் :: [782, 1763, 920, 1778]
- part-entry-label: பாகம் - 86 :: [405, 2002, 484, 2017]
- organizer-paragraph: துணை அமைப்பாளர்கள்: (1) நா.கிஜோரா, மதுரையார் தெரு, இராமநாதபுரம். (2) செ.சரினோத், 7-எ, பாலசுப்பிரமணியர் சாமி கோயில் கிழக்கு ரத வீதி, இராமநாதபுரம். (3) த.துணாசத்தம், 19-எ-3, திரிஸ்பதி அம்மன் கோயில் தெரு, வெளிப்பட்டினம், இராமநாதபுரம்.: [405, 714, 762, 798]
- organizer-paragraph: துணை அமைப்பாளர்கள்: (1) சி.சதிஸ்வர், வடக்குத் தெரு, இராமநாதபுரம். (2) ர.வளந்த் வருண், வடக்குத் தெரு, இராம நாதபுரம். (3) ந.கார்த்திக்குமார், வடக்குத் தெரு, இராமநாதபுரம்.: [29, 1926, 385, 1993]
- organizer-paragraph: அமைப்பாளர் : ஆ.நந்தக்குமார், 12/102, மீனவர் குடியிருப்பு, மண்டபம், இராமநாதபுரம்.: [1158, 572, 1514, 603]
- ward-heading: 3-வது வார்டு: [911, 1338, 1009, 1357]
- paragraph-lead: அமைப்பாளர் :: [1158, 1273, 1281, 1288]
- part-entry-label: பாகம் - 253 :: [1158, 1673, 1260, 1688]
- paragraph-lead: துணை அமைப்பாளர்கள் :: [782, 2073, 957, 2087]
- paragraph-lead: அமைப்பாளர் :: [1158, 140, 1264, 155]
- paragraph-lead: அமைப்பாளர் :: [1158, 284, 1267, 299]
- paragraph-lead: அமைப்பாளர் :: [782, 1493, 887, 1507]
- organizer-paragraph: அமைப்பாளர் : நா.வங்கடேசன், 3/111, கணக்கு அப்பர்சாமி தெரு, மண்டபம், இராமநாதபுரம்.: [782, 1366, 1138, 1398]
- ward-heading: 24 - வது வார்டு: [525, 1470, 642, 1489]
- part-entry-label: பாகம் - 115 :: [29, 542, 118, 557]
- paragraph-lead: துணை அமைப்பாளர்கள்:: [405, 1537, 580, 1552]
- organizer-paragraph: துணை அமைப்பாளர்கள் : (1) சிரும்பாரதி, 15/5/2, மறவர் தெரு, மண்டபம் கேம்ப், இராமநாதபுரம். (2) க.சரேஷ், 17/39, எம்.ஜி.ஆர். நகர், மண்டபம் கேம்ப், இராமநாதபுரம்.: [1158, 1042, 1514, 1091]
- part-entry-label: பாகம் - 91 :: [782, 243, 869, 258]
- organizer-paragraph: துணை அமைப்பாளர்கள் : (1) சே.சிங்மா, 11, ஒடைத்தோப்பு, பி-14, மண்டபம், இராமநாதபுரம். (2) ச.பாலமுருகன், 11, ஒடைத்தோப்பு, மண்டபம், இராமநாதபுரம்.: [782, 1929, 1138, 1995]
- paragraph-lead: துணை அமைப்பாளர்கள் :: [1158, 1312, 1343, 1327]
- part-entry: பாகம் - 258 : சீ.ஏழில்மாறன், 9/23, கிழக்குத் தெரு, மண்டபம், இராமநாதபுரம்.: [1158, 1868, 1514, 1900]
- part-entry-label: பாகம் - 130 :: [29, 1110, 143, 1124]
- paragraph-lead: துணை அமைப்பாளர்கள்:: [405, 409, 572, 424]
- paragraph-lead: அமைப்பாளர்:: [405, 1803, 499, 1817]
- paragraph-lead: துணை அமைப்பாளர்கள்:: [29, 1926, 192, 1941]
- part-entry-label: பாகம் - 90 :: [782, 204, 873, 219]
- paragraph-lead: அமைப்பாளர்:: [405, 1158, 503, 1173]
- ward-heading: 4-வது வார்டு: [911, 1465, 1009, 1484]
- ward-heading: 6 - வது வார்டு: [529, 181, 637, 200]
- header-rule-right: [822, 43, 1255, 46]
- part-entry-label: பாகம் - 133 :: [29, 1227, 157, 1241]
- part-entry: பாகம் - 260 : வே.பவுனீ, 12/230, மீனவர் குடியிருப்பு, மண்டபம், இராமநாதபுரம்.: [1158, 1946, 1514, 1978]
- paragraph-lead: அமைப்பாளர் :: [782, 2034, 889, 2048]
- organizer-paragraph: அமைப்பாளர் : ஜா.சீனி முகம்மது அப்பாஸ் அலியார், 5/130, ஜேது சாலை, மண்டபம், இராமநாதபுரம்.: [1158, 428, 1514, 460]
- part-entry: பாகம் - 133 : கி.ஹரிரன், 2-ஏ, சொக்கலிங்கபுரம், இராமநாதபுரம்.: [29, 1227, 385, 1259]
- ward-heading: 1-வது வார்டு: [911, 1050, 1009, 1069]
- paragraph-lead: அமைப்பாளர் :: [782, 1366, 915, 1381]
- ward-heading: 11 - வது வார்டு: [525, 969, 641, 988]
- edition-name: சென்னை: [1271, 29, 1380, 57]
- part-entry-label: பாகம் - 142 :: [782, 967, 891, 981]
- part-entry: பாகம் - 85 : தருண், 11/2, தெய்ரியம் தெரு, இராமநாதபுரம்.: [405, 1980, 758, 1995]
- ward-heading: 12 - வது வார்டு: [525, 1130, 642, 1149]
- paragraph-lead: அமைப்பாளர் :: [1158, 428, 1267, 442]
